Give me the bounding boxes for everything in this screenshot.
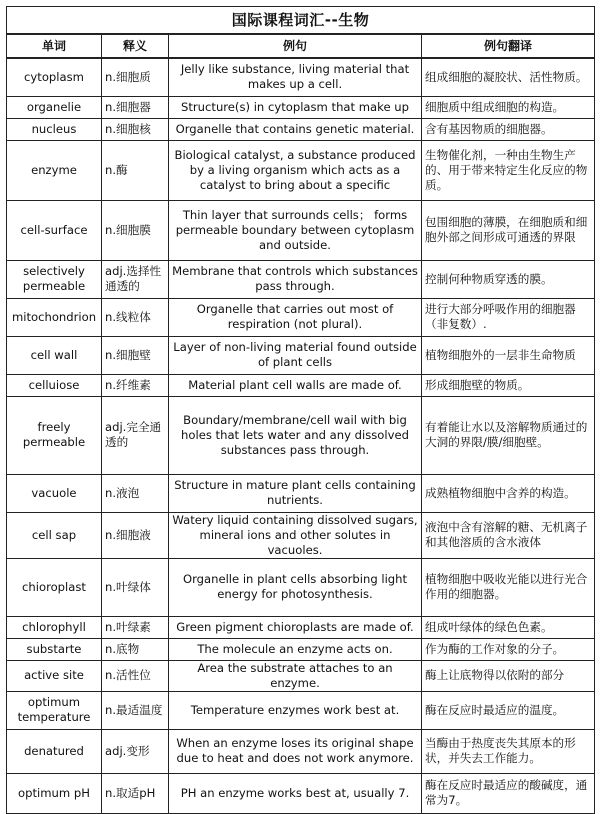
word-cell: chlorophyll xyxy=(7,616,102,638)
word-cell: cell sap xyxy=(7,512,102,558)
word-cell: organelie xyxy=(7,96,102,118)
example-cell: Organelle that contains genetic material. xyxy=(169,118,422,140)
translation-cell: 含有基因物质的细胞器。 xyxy=(422,118,595,140)
table-row xyxy=(7,200,595,260)
translation-cell: 植物细胞中吸收光能以进行光合作用的细胞器。 xyxy=(422,558,595,616)
meaning-cell: n.细胞壁 xyxy=(102,336,169,374)
meaning-cell: adj.完全通透的 xyxy=(102,396,169,474)
meaning-cell: n.活性位 xyxy=(102,660,169,691)
table-row xyxy=(7,691,595,729)
translation-cell: 酶在反应时最适应的温度。 xyxy=(422,691,595,729)
table-row xyxy=(7,773,595,813)
meaning-cell: n.酶 xyxy=(102,140,169,200)
example-cell: When an enzyme loses its original shape due to heat and does not work anymore. xyxy=(169,729,422,773)
translation-cell: 作为酶的工作对象的分子。 xyxy=(422,638,595,660)
table-row xyxy=(7,729,595,773)
header-meaning: 释义 xyxy=(102,34,169,58)
translation-cell: 液泡中含有溶解的糖、无机离子和其他溶质的含水液体 xyxy=(422,512,595,558)
translation-cell: 当酶由于热度丧失其原本的形状，并失去工作能力。 xyxy=(422,729,595,773)
example-cell: PH an enzyme works best at, usually 7. xyxy=(169,773,422,813)
word-cell: chioroplast xyxy=(7,558,102,616)
translation-cell: 细胞质中组成细胞的构造。 xyxy=(422,96,595,118)
example-cell: Temperature enzymes work best at. xyxy=(169,691,422,729)
table-row xyxy=(7,616,595,638)
example-cell: Structure in mature plant cells containing nutrients. xyxy=(169,474,422,512)
translation-cell: 生物催化剂，一种由生物生产的、用于带来特定生化反应的物质。 xyxy=(422,140,595,200)
word-cell: cytoplasm xyxy=(7,58,102,96)
example-cell: The molecule an enzyme acts on. xyxy=(169,638,422,660)
word-cell: denatured xyxy=(7,729,102,773)
meaning-cell: n.细胞器 xyxy=(102,96,169,118)
word-cell: freely permeable xyxy=(7,396,102,474)
translation-cell: 酶上让底物得以依附的部分 xyxy=(422,660,595,691)
table-row xyxy=(7,660,595,691)
translation-cell: 组成叶绿体的绿色色素。 xyxy=(422,616,595,638)
example-cell: Organelle in plant cells absorbing light energy for photosynthesis. xyxy=(169,558,422,616)
meaning-cell: n.取适pH xyxy=(102,773,169,813)
meaning-cell: n.细胞膜 xyxy=(102,200,169,260)
translation-cell: 有着能让水以及溶解物质通过的大洞的界限/膜/细胞壁。 xyxy=(422,396,595,474)
translation-cell: 进行大部分呼吸作用的细胞器（非复数）. xyxy=(422,298,595,336)
word-cell: selectively permeable xyxy=(7,260,102,298)
table-row xyxy=(7,140,595,200)
word-cell: nucleus xyxy=(7,118,102,140)
example-cell: Organelle that carries out most of respiration (not plural). xyxy=(169,298,422,336)
header-translation: 例句翻译 xyxy=(422,34,595,58)
translation-cell: 控制何种物质穿透的膜。 xyxy=(422,260,595,298)
word-cell: vacuole xyxy=(7,474,102,512)
table-row xyxy=(7,260,595,298)
word-cell: celluiose xyxy=(7,374,102,396)
word-cell: substarte xyxy=(7,638,102,660)
word-cell: optimum pH xyxy=(7,773,102,813)
table-row xyxy=(7,396,595,474)
word-cell: cell wall xyxy=(7,336,102,374)
meaning-cell: n.叶绿素 xyxy=(102,616,169,638)
vocabulary-sheet xyxy=(6,6,594,814)
header-example: 例句 xyxy=(169,34,422,58)
example-cell: Layer of non-living material found outside of plant cells xyxy=(169,336,422,374)
table-body xyxy=(7,58,595,813)
meaning-cell: n.叶绿体 xyxy=(102,558,169,616)
example-cell: Area the substrate attaches to an enzyme. xyxy=(169,660,422,691)
meaning-cell: n.底物 xyxy=(102,638,169,660)
table-title: 国际课程词汇--生物 xyxy=(7,7,595,35)
word-cell: enzyme xyxy=(7,140,102,200)
translation-cell: 组成细胞的凝胶状、活性物质。 xyxy=(422,58,595,96)
word-cell: mitochondrion xyxy=(7,298,102,336)
example-cell: Green pigment chioroplasts are made of. xyxy=(169,616,422,638)
table-row xyxy=(7,96,595,118)
vocabulary-table xyxy=(6,6,595,814)
meaning-cell: n.最适温度 xyxy=(102,691,169,729)
table-row xyxy=(7,512,595,558)
table-row xyxy=(7,118,595,140)
translation-cell: 成熟植物细胞中含养的构造。 xyxy=(422,474,595,512)
table-row xyxy=(7,298,595,336)
word-cell: optimum temperature xyxy=(7,691,102,729)
meaning-cell: n.细胞质 xyxy=(102,58,169,96)
example-cell: Watery liquid containing dissolved sugars, mineral ions and other solutes in vacuoles. xyxy=(169,512,422,558)
word-cell: cell-surface xyxy=(7,200,102,260)
translation-cell: 形成细胞壁的物质。 xyxy=(422,374,595,396)
example-cell: Membrane that controls which substances pass through. xyxy=(169,260,422,298)
example-cell: Jelly like substance, living material that makes up a cell. xyxy=(169,58,422,96)
table-row xyxy=(7,336,595,374)
table-row xyxy=(7,638,595,660)
table-row xyxy=(7,58,595,96)
table-row xyxy=(7,374,595,396)
example-cell: Structure(s) in cytoplasm that make up xyxy=(169,96,422,118)
meaning-cell: adj.选择性通透的 xyxy=(102,260,169,298)
example-cell: Boundary/membrane/cell wail with big holes that lets water and any dissolved substances pass through. xyxy=(169,396,422,474)
translation-cell: 植物细胞外的一层非生命物质 xyxy=(422,336,595,374)
example-cell: Thin layer that surrounds cells； forms permeable boundary between cytoplasm and outside. xyxy=(169,200,422,260)
meaning-cell: n.纤维素 xyxy=(102,374,169,396)
meaning-cell: n.液泡 xyxy=(102,474,169,512)
table-row xyxy=(7,558,595,616)
meaning-cell: adj.变形 xyxy=(102,729,169,773)
meaning-cell: n.线粒体 xyxy=(102,298,169,336)
meaning-cell: n.细胞液 xyxy=(102,512,169,558)
word-cell: active site xyxy=(7,660,102,691)
example-cell: Material plant cell walls are made of. xyxy=(169,374,422,396)
translation-cell: 酶在反应时最适应的酸碱度，通常为7。 xyxy=(422,773,595,813)
translation-cell: 包围细胞的薄膜，在细胞质和细胞外部之间形成可通透的界限 xyxy=(422,200,595,260)
table-row xyxy=(7,474,595,512)
example-cell: Biological catalyst, a substance produced by a living organism which acts as a catalyst to bring about a specific xyxy=(169,140,422,200)
meaning-cell: n.细胞核 xyxy=(102,118,169,140)
header-word: 单词 xyxy=(7,34,102,58)
